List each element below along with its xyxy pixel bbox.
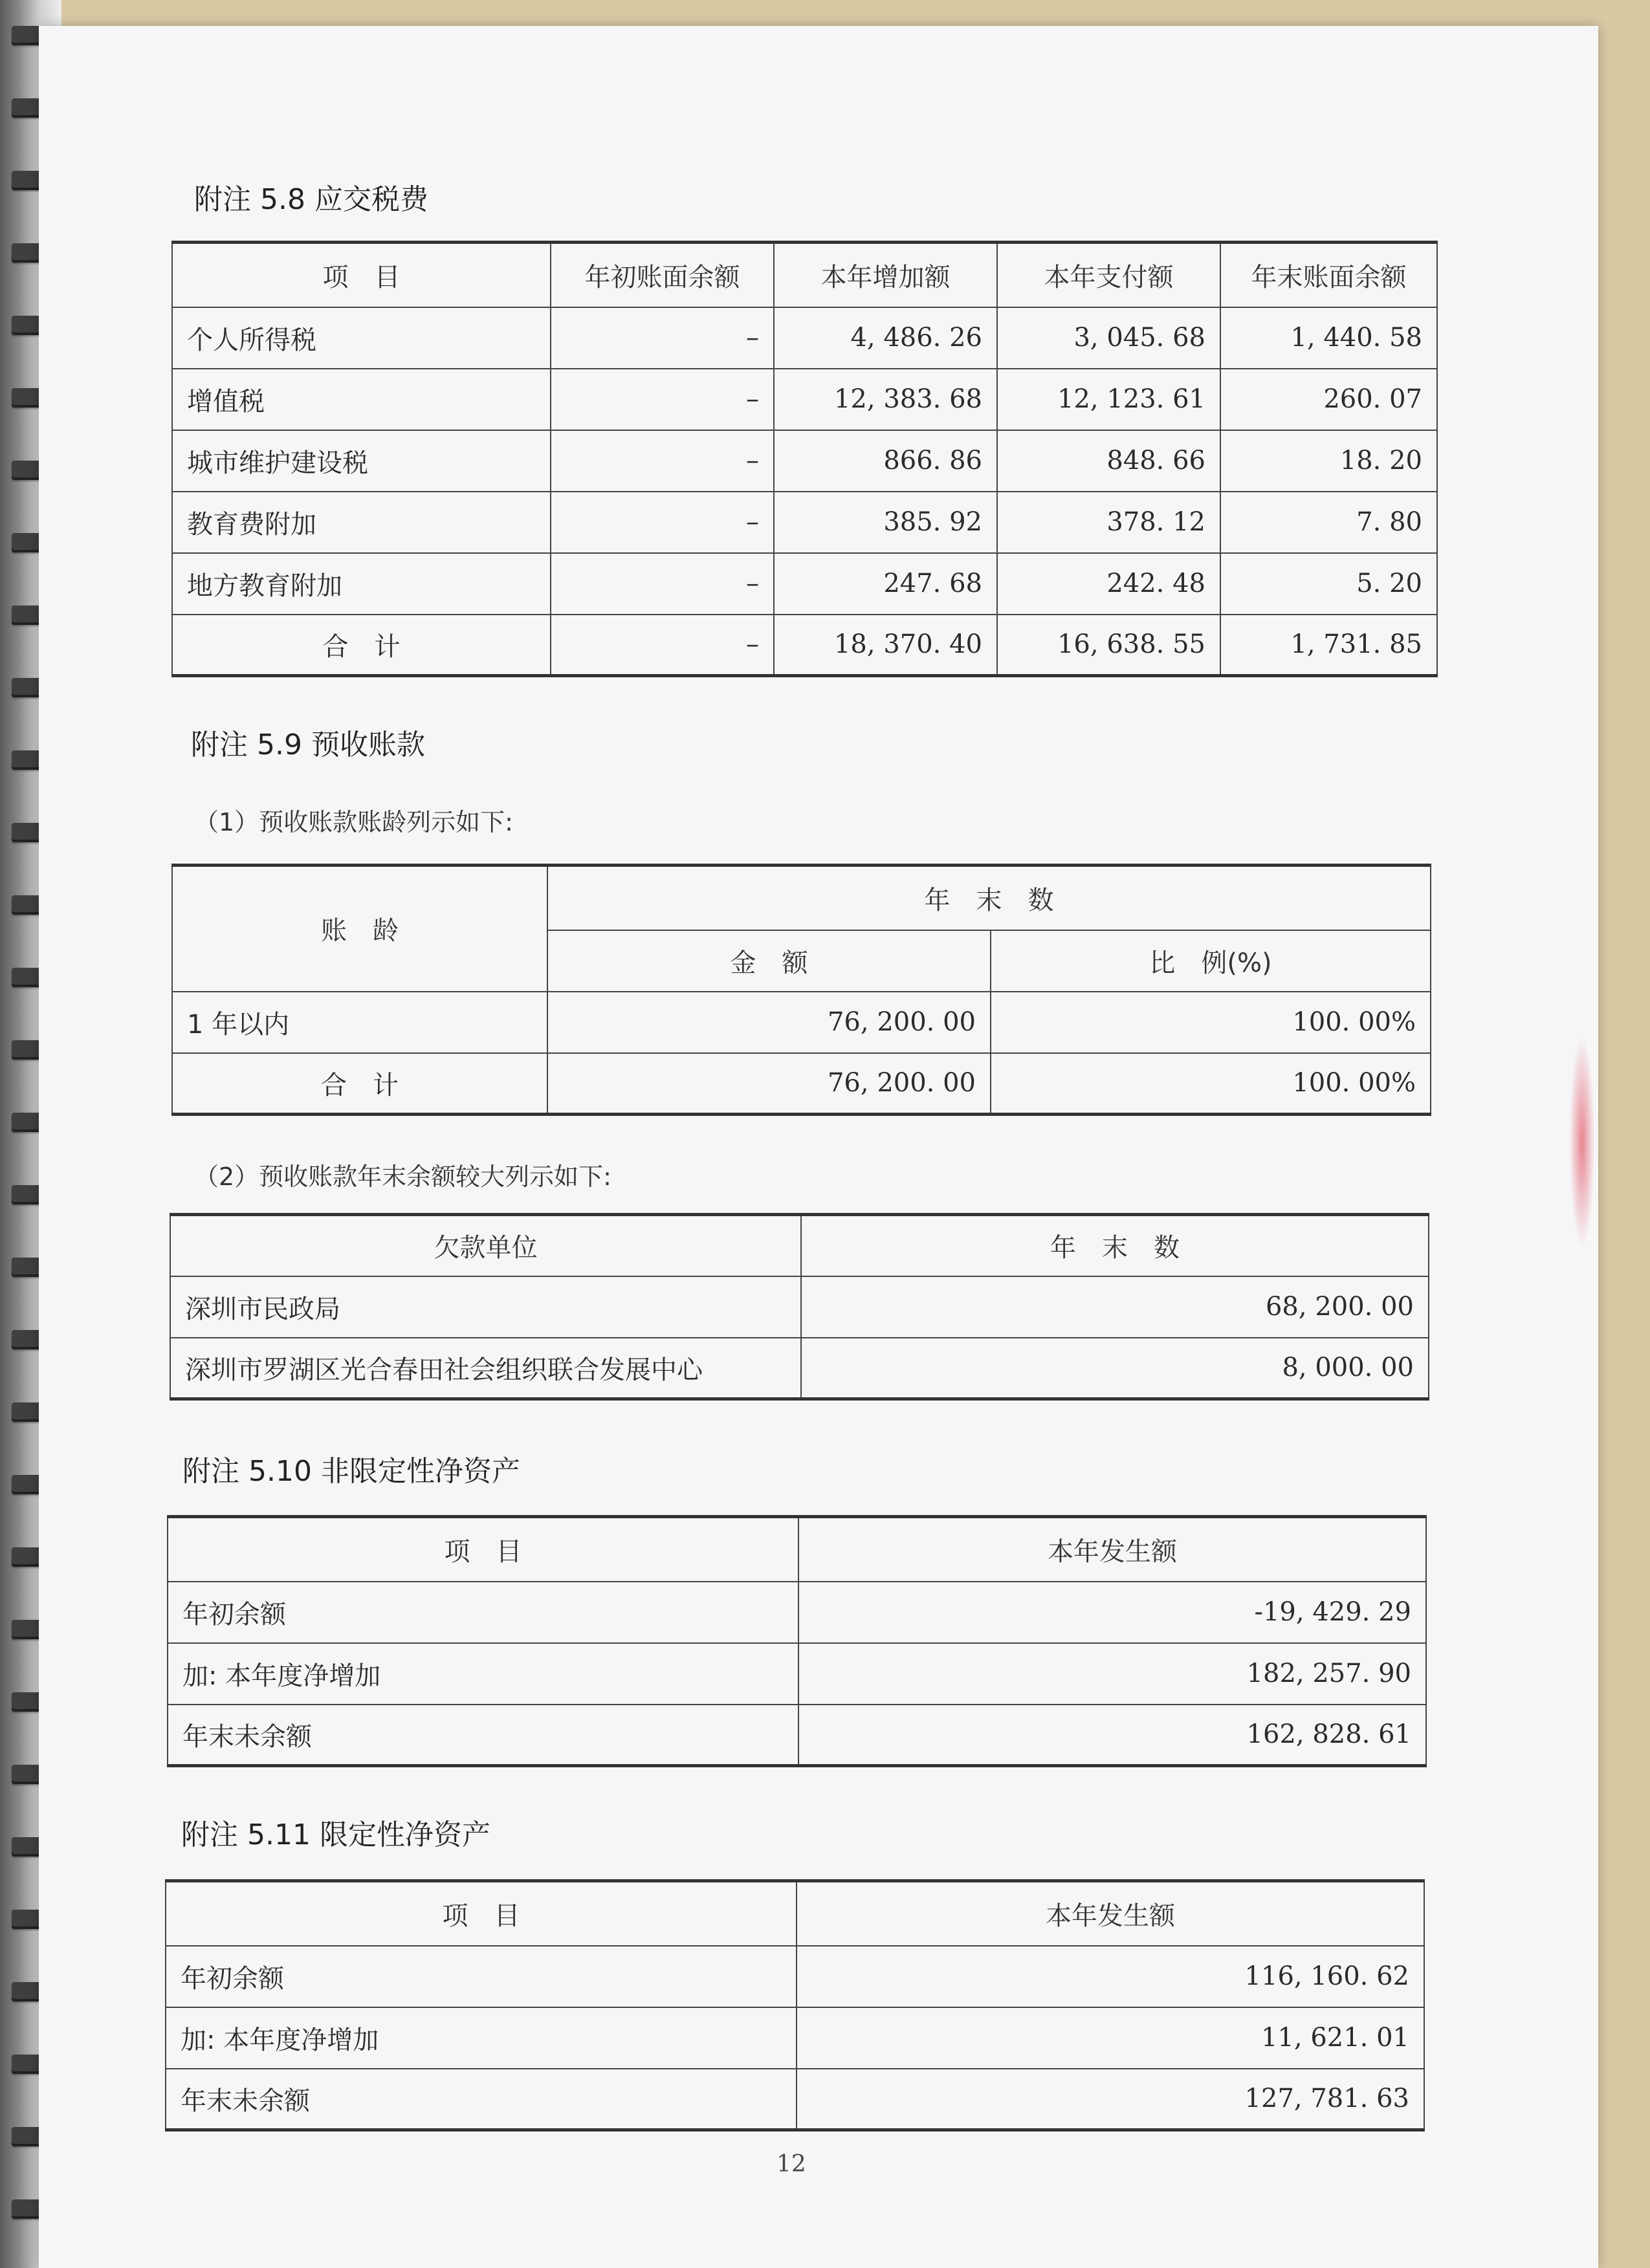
page-number: 12 bbox=[776, 2151, 806, 2177]
opening-balance: – bbox=[551, 430, 774, 492]
item-amount: 162, 828. 61 bbox=[798, 1705, 1426, 1766]
total-label: 合 计 bbox=[172, 1053, 547, 1115]
opening-balance: – bbox=[551, 307, 774, 369]
table-row bbox=[166, 2007, 1424, 2069]
table-row bbox=[172, 430, 1437, 492]
paid-amount-total: 16, 638. 55 bbox=[997, 615, 1220, 676]
paid-amount: 12, 123. 61 bbox=[997, 369, 1220, 430]
ratio-header: 比 例(%) bbox=[991, 930, 1431, 992]
debtor-amount: 8, 000. 00 bbox=[801, 1338, 1429, 1399]
increase-amount: 866. 86 bbox=[774, 430, 997, 492]
item-name: 年初余额 bbox=[168, 1582, 798, 1643]
table-row bbox=[172, 992, 1431, 1053]
closing-balance: 1, 440. 58 bbox=[1220, 307, 1437, 369]
section-5-8-title: 附注 5.8 应交税费 bbox=[194, 183, 428, 216]
table-row bbox=[168, 1705, 1426, 1766]
column-header: 项 目 bbox=[168, 1517, 798, 1582]
item-amount: 182, 257. 90 bbox=[798, 1643, 1426, 1705]
increase-amount: 4, 486. 26 bbox=[774, 307, 997, 369]
total-row bbox=[172, 615, 1437, 676]
item-name: 增值税 bbox=[172, 369, 551, 430]
debtor-subtitle: （2）预收账款年末余额较大列示如下: bbox=[194, 1162, 611, 1191]
table-row bbox=[172, 492, 1437, 553]
item-name: 城市维护建设税 bbox=[172, 430, 551, 492]
opening-balance-total: – bbox=[551, 615, 774, 676]
paid-amount: 3, 045. 68 bbox=[997, 307, 1220, 369]
year-end-header: 年 末 数 bbox=[547, 866, 1431, 930]
column-header: 项 目 bbox=[172, 243, 551, 307]
aging-period: 1 年以内 bbox=[172, 992, 547, 1053]
item-name: 个人所得税 bbox=[172, 307, 551, 369]
item-name: 地方教育附加 bbox=[172, 553, 551, 615]
column-header: 本年支付额 bbox=[997, 243, 1220, 307]
aging-amount: 76, 200. 00 bbox=[547, 992, 991, 1053]
table-row bbox=[172, 307, 1437, 369]
closing-balance: 5. 20 bbox=[1220, 553, 1437, 615]
column-header: 项 目 bbox=[166, 1881, 797, 1946]
increase-amount: 385. 92 bbox=[774, 492, 997, 553]
item-amount: 127, 781. 63 bbox=[797, 2069, 1424, 2130]
column-header: 年末账面余额 bbox=[1220, 243, 1437, 307]
opening-balance: – bbox=[551, 553, 774, 615]
closing-balance: 260. 07 bbox=[1220, 369, 1437, 430]
debtor-amount: 68, 200. 00 bbox=[801, 1276, 1429, 1338]
table-header-row bbox=[166, 1881, 1424, 1946]
aging-table bbox=[171, 864, 1431, 1116]
closing-balance-total: 1, 731. 85 bbox=[1220, 615, 1437, 676]
column-header: 本年发生额 bbox=[797, 1881, 1424, 1946]
item-name: 教育费附加 bbox=[172, 492, 551, 553]
item-amount: 116, 160. 62 bbox=[797, 1946, 1424, 2007]
table-row bbox=[170, 1276, 1429, 1338]
total-row bbox=[172, 1053, 1431, 1115]
section-5-10-title: 附注 5.10 非限定性净资产 bbox=[182, 1455, 520, 1488]
item-name: 加: 本年度净增加 bbox=[168, 1643, 798, 1705]
restricted-net-assets-table bbox=[165, 1879, 1425, 2132]
table-row bbox=[172, 369, 1437, 430]
item-name: 年末未余额 bbox=[168, 1705, 798, 1766]
table-row bbox=[170, 1338, 1429, 1399]
item-name: 年末未余额 bbox=[166, 2069, 797, 2130]
opening-balance: – bbox=[551, 369, 774, 430]
debtor-table bbox=[170, 1213, 1429, 1401]
column-header: 年初账面余额 bbox=[551, 243, 774, 307]
paid-amount: 378. 12 bbox=[997, 492, 1220, 553]
aging-subtitle: （1）预收账款账龄列示如下: bbox=[194, 808, 513, 836]
total-label: 合 计 bbox=[172, 615, 551, 676]
aging-ratio-total: 100. 00% bbox=[991, 1053, 1431, 1115]
closing-balance: 7. 80 bbox=[1220, 492, 1437, 553]
table-row bbox=[166, 2069, 1424, 2130]
table-header-row bbox=[172, 243, 1437, 307]
item-name: 加: 本年度净增加 bbox=[166, 2007, 797, 2069]
paid-amount: 242. 48 bbox=[997, 553, 1220, 615]
item-amount: 11, 621. 01 bbox=[797, 2007, 1424, 2069]
aging-ratio: 100. 00% bbox=[991, 992, 1431, 1053]
item-name: 年初余额 bbox=[166, 1946, 797, 2007]
closing-balance: 18. 20 bbox=[1220, 430, 1437, 492]
column-header: 本年发生额 bbox=[798, 1517, 1426, 1582]
amount-header: 金 额 bbox=[547, 930, 991, 992]
increase-amount: 12, 383. 68 bbox=[774, 369, 997, 430]
opening-balance: – bbox=[551, 492, 774, 553]
tax-payable-table bbox=[171, 241, 1438, 677]
table-header-row bbox=[172, 866, 1431, 930]
section-5-11-title: 附注 5.11 限定性净资产 bbox=[181, 1818, 490, 1851]
table-row bbox=[172, 553, 1437, 615]
debtor-name: 深圳市民政局 bbox=[170, 1276, 801, 1338]
unrestricted-net-assets-table bbox=[167, 1515, 1427, 1767]
item-amount: -19, 429. 29 bbox=[798, 1582, 1426, 1643]
table-header-row bbox=[170, 1215, 1429, 1276]
increase-amount: 247. 68 bbox=[774, 553, 997, 615]
aging-amount-total: 76, 200. 00 bbox=[547, 1053, 991, 1115]
section-5-9-title: 附注 5.9 预收账款 bbox=[191, 728, 425, 761]
column-header: 本年增加额 bbox=[774, 243, 997, 307]
table-row bbox=[168, 1582, 1426, 1643]
table-row bbox=[168, 1643, 1426, 1705]
paid-amount: 848. 66 bbox=[997, 430, 1220, 492]
table-header-row bbox=[168, 1517, 1426, 1582]
red-seal-mark bbox=[1569, 1035, 1595, 1248]
aging-header: 账 龄 bbox=[172, 866, 547, 992]
table-row bbox=[166, 1946, 1424, 2007]
debtor-header: 欠款单位 bbox=[170, 1215, 801, 1276]
debtor-name: 深圳市罗湖区光合春田社会组织联合发展中心 bbox=[170, 1338, 801, 1399]
debtor-amount-header: 年 末 数 bbox=[801, 1215, 1429, 1276]
increase-amount-total: 18, 370. 40 bbox=[774, 615, 997, 676]
